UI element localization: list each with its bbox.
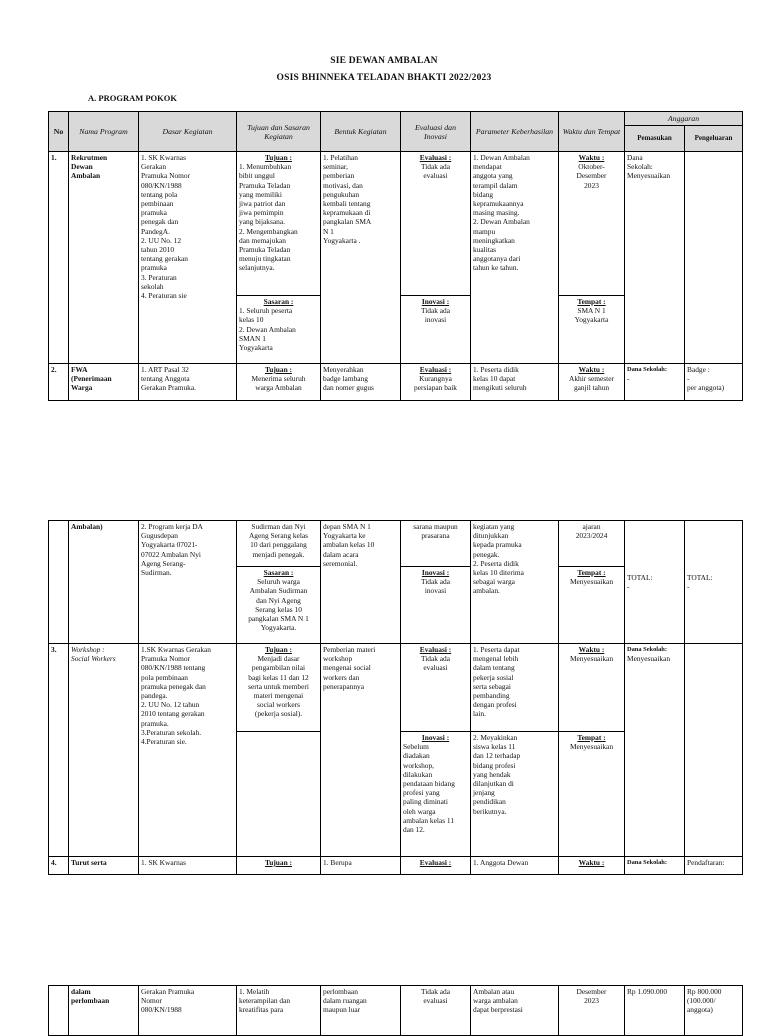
pengeluaran-total: TOTAL: - bbox=[685, 521, 743, 644]
tempat-cell bbox=[559, 732, 625, 857]
evaluasi-label: Evaluasi : bbox=[419, 365, 452, 374]
sasaran-label: Sasaran : bbox=[263, 568, 294, 577]
tujuan-cell bbox=[237, 644, 321, 732]
tujuan-label: Tujuan : bbox=[264, 153, 293, 162]
waktu-text: Oktober- Desember 2023 bbox=[576, 162, 607, 190]
sasaran-text: Seluruh warga Ambalan Sudirman dan Nyi Ageng Serang kelas 10 pangkalan SMA N 1 Yogyakarta. bbox=[248, 577, 309, 633]
waktu-text: Desember 2023 bbox=[559, 986, 625, 1036]
inovasi-text: Tidak ada inovasi bbox=[420, 306, 451, 325]
bentuk-kegiatan: perlombaan dalam ruangan maupun luar bbox=[321, 986, 401, 1036]
bentuk-kegiatan: Menyerahkan badge lambang dan nomer gugus bbox=[321, 364, 401, 401]
waktu-label: Waktu : bbox=[578, 645, 605, 654]
document-subtitle: OSIS BHINNEKA TELADAN BHAKTI 2022/2023 bbox=[276, 73, 492, 83]
sasaran-text: 1. Seluruh peserta kelas 10 2. Dewan Ambalan SMAN 1 Yogyakarta bbox=[239, 306, 296, 353]
pemasukan-text: Menyesuaikan bbox=[627, 654, 671, 664]
col-pemasukan: Pemasukan bbox=[625, 126, 685, 152]
tujuan-text: Sudirman dan Nyi Ageng Serang kelas 10 dari penggalang menjadi penegak. bbox=[237, 521, 321, 567]
table-row-rekrutmen bbox=[49, 152, 743, 296]
evaluasi-label: Evaluasi : bbox=[401, 857, 471, 875]
sasaran-cell bbox=[237, 567, 321, 644]
pemasukan-total: TOTAL: - bbox=[625, 521, 685, 644]
row-no-empty bbox=[49, 986, 69, 1036]
pemasukan-label: Dana Sekolah: bbox=[627, 646, 667, 653]
dasar-kegiatan: 1. ART Pasal 32 tentang Anggota Gerakan Pramuka. bbox=[139, 364, 237, 401]
col-dasar: Dasar Kegiatan bbox=[139, 112, 237, 152]
tujuan-label: Tujuan : bbox=[264, 365, 293, 374]
tempat-text: Menyesuaikan bbox=[569, 577, 614, 587]
inovasi-cell bbox=[401, 732, 471, 857]
pengeluaran-cell: Badge : - per anggota) bbox=[685, 364, 743, 401]
pemasukan-label: Dana Sekolah: bbox=[625, 857, 685, 875]
program-name: dalam perlombaan bbox=[69, 986, 139, 1036]
evaluasi-label: Evaluasi : bbox=[419, 645, 452, 654]
evaluasi-text: Kurangnya persiapan baik bbox=[414, 374, 457, 393]
table-row-lomba-cont bbox=[49, 986, 743, 1036]
waktu-text: ajaran 2023/2024 bbox=[559, 521, 625, 567]
tempat-label: Tempat : bbox=[577, 297, 606, 306]
inovasi-text: Tidak ada inovasi bbox=[420, 577, 451, 596]
evaluasi-text: sarana maupun prasarana bbox=[401, 521, 471, 567]
evaluasi-text: Tidak ada evaluasi bbox=[420, 162, 451, 181]
bentuk-kegiatan: Pemberian materi workshop mengenai social workers dan penerapannya bbox=[321, 644, 401, 857]
pemasukan-cell bbox=[625, 364, 685, 401]
tujuan-label: Tujuan : bbox=[264, 645, 293, 654]
bentuk-kegiatan: 1. Berupa bbox=[321, 857, 401, 875]
col-bentuk: Bentuk Kegiatan bbox=[321, 112, 401, 152]
section-heading: A. PROGRAM POKOK bbox=[88, 93, 178, 103]
pemasukan-cell: Rp 1.090.000 bbox=[625, 986, 685, 1036]
parameter-keberhasilan: kegiatan yang ditunjukkan kepada pramuka penegak. 2. Peserta didik kelas 10 diterima sebagai warga ambalan. bbox=[471, 521, 559, 644]
program-table-part-2 bbox=[48, 520, 743, 875]
tempat-label: Tempat : bbox=[577, 568, 606, 577]
evaluasi-cell bbox=[401, 364, 471, 401]
tempat-cell bbox=[559, 567, 625, 644]
waktu-text: Akhir semester ganjil tahun bbox=[569, 374, 614, 393]
parameter-keberhasilan: 1. Peserta didik kelas 10 dapat mengikuti seluruh bbox=[471, 364, 559, 401]
dasar-kegiatan: 1. SK Kwarnas Gerakan Pramuka Nomor 080/KN/1988 tentang pola pembinaan pramuka penegak dan PandegA. 2. UU No. 12 tahun 2010 tentang gerakan pramuka 3. Peraturan sekolah 4. Peraturan sie bbox=[139, 152, 237, 364]
table-row-pwa-cont bbox=[49, 521, 743, 567]
program-table-part-3 bbox=[48, 985, 743, 1036]
program-table-part-1 bbox=[48, 111, 743, 401]
inovasi-cell bbox=[401, 567, 471, 644]
tempat-text: SMA N 1 Yogyakarta bbox=[574, 306, 609, 325]
bentuk-kegiatan: depan SMA N 1 Yogyakarta ke ambalan kelas 10 dalam acara seremonial. bbox=[321, 521, 401, 644]
col-parameter: Parameter Keberhasilan bbox=[471, 112, 559, 152]
parameter-keberhasilan: 1. Anggota Dewan bbox=[471, 857, 559, 875]
program-name: Ambalan) bbox=[69, 521, 139, 644]
tujuan-text: Menjadi dasar pengambilan nilai bagi kelas 11 dan 12 serta untuk memberi materi mengenai social workers (pekerja sosial). bbox=[248, 654, 309, 719]
row-no: 3. bbox=[49, 644, 69, 857]
row-no: 2. bbox=[49, 364, 69, 401]
inovasi-label: Inovasi : bbox=[421, 297, 450, 306]
col-no: No bbox=[49, 112, 69, 152]
dasar-kegiatan: 2. Program kerja DA Gugusdepan Yogyakarta 07021- 07022 Ambalan Nyi Ageng Serang- Sudirman. bbox=[139, 521, 237, 644]
evaluasi-text: Tidak ada evaluasi bbox=[420, 654, 451, 673]
tempat-label: Tempat : bbox=[577, 733, 606, 742]
evaluasi-text: Tidak ada evaluasi bbox=[401, 986, 471, 1036]
waktu-label: Waktu : bbox=[559, 857, 625, 875]
sasaran-label: Sasaran : bbox=[263, 297, 294, 306]
evaluasi-cell bbox=[401, 152, 471, 296]
pemasukan-text: - bbox=[627, 374, 630, 384]
pemasukan-label: Dana Sekolah: bbox=[627, 366, 667, 373]
pemasukan-cell bbox=[625, 644, 685, 857]
col-pengeluaran: Pengeluaran bbox=[685, 126, 743, 152]
row-no: 4. bbox=[49, 857, 69, 875]
tujuan-text: 1. Menumbuhkan bibit unggul Pramuka Teladan yang memiliki jiwa patriot dan jiwa pemimpin yang bijaksana. 2. Mengembangkan dan memajukan Pramuka Teladan menuju tingkatan selanjutnya. bbox=[239, 162, 298, 273]
pengeluaran-cell: Pendaftaran: bbox=[685, 857, 743, 875]
document-title: SIE DEWAN AMBALAN bbox=[330, 56, 438, 66]
pengeluaran-cell: Rp 800.000 (100.000/ anggota) bbox=[685, 986, 743, 1036]
waktu-label: Waktu : bbox=[578, 365, 605, 374]
col-tujuan: Tujuan dan Sasaran Kegiatan bbox=[237, 112, 321, 152]
dasar-kegiatan: Gerakan Pramuka Nomor 080/KN/1988 bbox=[139, 986, 237, 1036]
col-waktu: Waktu dan Tempat bbox=[559, 112, 625, 152]
waktu-label: Waktu : bbox=[578, 153, 605, 162]
tujuan-cont-empty bbox=[237, 732, 321, 857]
waktu-text: Menyesuaikan bbox=[569, 654, 614, 664]
dasar-kegiatan: 1.SK Kwarnas Gerakan Pramuka Nomor 080/KN/1988 tentang pola pembinaan pramuka penegak dan pandega. 2. UU No. 12 tahun 2010 tentang gerakan pramuka. 3.Peraturan sekolah. 4.Peraturan sie. bbox=[139, 644, 237, 857]
tujuan-text: 1. Melatih keterampilan dan kreatifitas para bbox=[237, 986, 321, 1036]
inovasi-label: Inovasi : bbox=[421, 568, 450, 577]
program-name: Rekrutmen Dewan Ambalan bbox=[69, 152, 139, 364]
pengeluaran-cell bbox=[685, 644, 743, 857]
waktu-cell bbox=[559, 152, 625, 296]
tempat-cell bbox=[559, 296, 625, 364]
pengeluaran-cell bbox=[685, 152, 743, 364]
parameter-keberhasilan: 1. Dewan Ambalan mendapat anggota yang terampil dalam bidang kepramukaannya masing masing. 2. Dewan Ambalan mampu meningkatkan kualitas anggotanya dari tahun ke tahun. bbox=[471, 152, 559, 364]
parameter-keberhasilan: 1. Peserta dapat mengenal lebih dalam tentang pekerja sosial serta sebagai pembanding dengan profesi lain. bbox=[471, 644, 559, 732]
table-row-lomba bbox=[49, 857, 743, 875]
evaluasi-label: Evaluasi : bbox=[419, 153, 452, 162]
tujuan-cell bbox=[237, 152, 321, 296]
waktu-cell bbox=[559, 364, 625, 401]
evaluasi-cell bbox=[401, 644, 471, 732]
row-no-empty bbox=[49, 521, 69, 644]
dasar-kegiatan: 1. SK Kwarnas bbox=[139, 857, 237, 875]
pemasukan-cell: Dana Sekolah: Menyesuaikan bbox=[625, 152, 685, 364]
tempat-text: Menyesuaikan bbox=[569, 742, 614, 752]
bentuk-kegiatan: 1. Pelatihan seminar, pemberian motivasi, dan pengukuhan kembali tentang kepramukaan di pangkalan SMA N 1 Yogyakarta . bbox=[321, 152, 401, 364]
inovasi-text: Sebelum diadakan workshop, dilakukan pendataan bidang profesi yang paling diminati oleh warga ambalan kelas 11 dan 12. bbox=[403, 742, 455, 835]
inovasi-label: Inovasi : bbox=[421, 733, 450, 742]
inovasi-cell bbox=[401, 296, 471, 364]
table-row-pwa bbox=[49, 364, 743, 401]
program-name: Workshop : Social Workers bbox=[69, 644, 139, 857]
table-row-workshop bbox=[49, 644, 743, 732]
tujuan-text: Menerima seluruh warga Ambalan bbox=[251, 374, 306, 393]
program-name: Turut serta bbox=[69, 857, 139, 875]
program-name: FWA (Penerimaan Warga bbox=[69, 364, 139, 401]
parameter-keberhasilan-2: 2. Meyakinkan siswa kelas 11 dan 12 terhadap bidang profesi yang hendak dilanjutkan di jenjang pendidikan berikutnya. bbox=[471, 732, 559, 857]
col-anggaran: Anggaran bbox=[625, 112, 743, 126]
parameter-keberhasilan: Ambalan atau warga ambalan dapat berprestasi bbox=[471, 986, 559, 1036]
tujuan-label: Tujuan : bbox=[237, 857, 321, 875]
waktu-cell bbox=[559, 644, 625, 732]
sasaran-cell bbox=[237, 296, 321, 364]
col-evaluasi: Evaluasi dan Inovasi bbox=[401, 112, 471, 152]
tujuan-cell bbox=[237, 364, 321, 401]
col-program: Nama Program bbox=[69, 112, 139, 152]
row-no: 1. bbox=[49, 152, 69, 364]
